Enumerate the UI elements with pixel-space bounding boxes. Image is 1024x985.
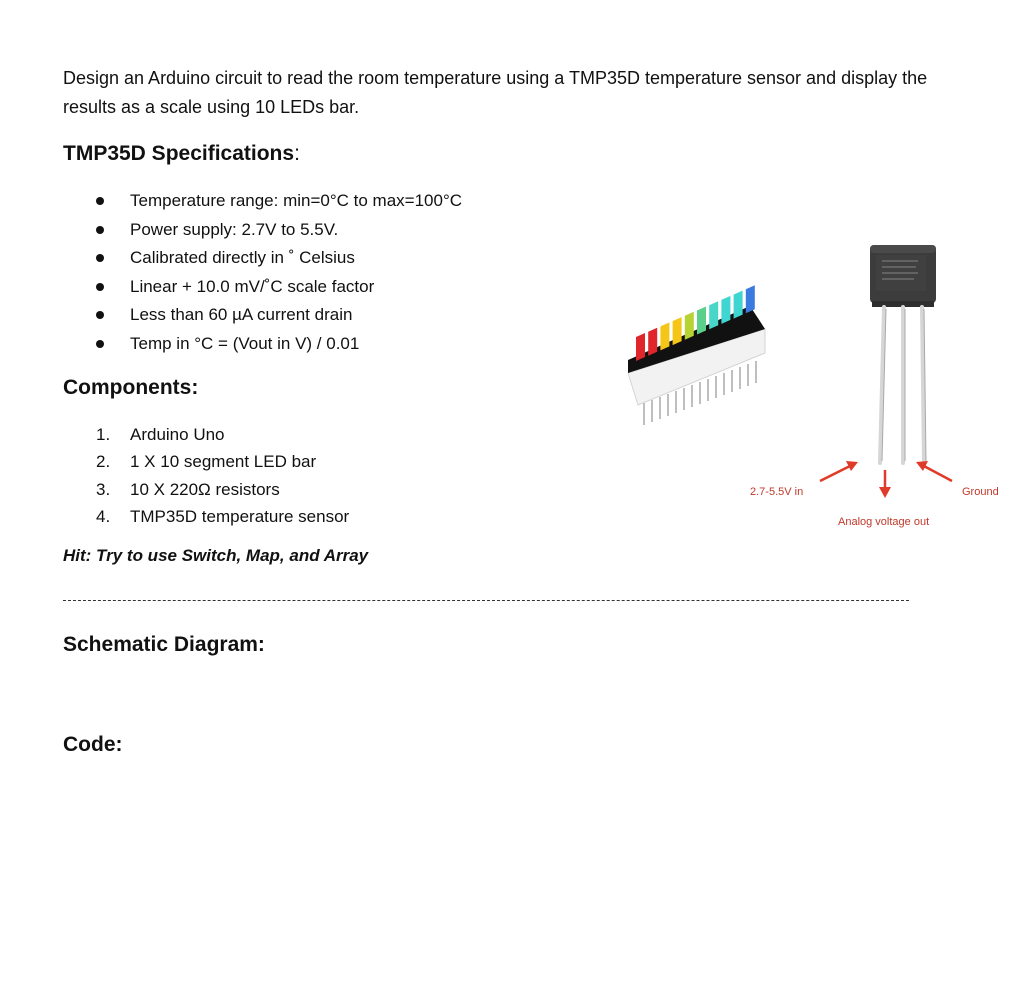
item-number: 2. — [96, 452, 111, 472]
bullet-icon — [96, 340, 104, 348]
list-item — [96, 275, 462, 304]
led-segment — [648, 328, 657, 356]
led-segment — [660, 322, 669, 350]
list-item — [96, 423, 349, 450]
components-list — [96, 423, 349, 532]
component-text: Arduino Uno — [130, 425, 225, 444]
led-segment — [673, 317, 682, 345]
specs-heading-text: TMP35D Specifications — [63, 142, 295, 165]
component-text: 1 X 10 segment LED bar — [130, 452, 317, 472]
bullet-icon — [96, 283, 104, 291]
code-heading: Code: — [63, 733, 123, 756]
led-segment — [697, 307, 706, 335]
list-item — [96, 303, 462, 332]
schematic-heading: Schematic Diagram: — [63, 633, 265, 656]
led-bar-graph-icon — [628, 285, 765, 425]
item-number: 1. — [96, 425, 111, 444]
led-segment — [636, 333, 645, 361]
item-number: 4. — [96, 506, 111, 526]
led-segment — [721, 296, 730, 324]
components-heading: Components: — [63, 376, 199, 399]
list-item — [96, 478, 349, 505]
list-item — [96, 450, 349, 477]
led-segment — [685, 312, 694, 340]
list-item — [96, 189, 462, 218]
components-figure — [600, 225, 1020, 545]
led-segment — [746, 285, 755, 313]
vin-label: 2.7-5.5V in — [750, 486, 804, 498]
bullet-icon — [96, 311, 104, 319]
specs-list — [96, 189, 462, 361]
spec-text: Power supply: 2.7V to 5.5V. — [130, 219, 339, 239]
bullet-icon — [96, 197, 104, 205]
specs-heading — [63, 142, 300, 166]
item-number: 3. — [96, 479, 111, 499]
tmp35-sensor-icon — [870, 245, 936, 463]
list-item — [96, 332, 462, 361]
specs-heading-colon: : — [294, 142, 300, 165]
vin-arrow-icon — [820, 461, 858, 481]
hint-text: Hit: Try to use Switch, Map, and Array — [63, 546, 369, 565]
intro-paragraph: Design an Arduino circuit to read the room temperature using a TMP35D temperature sensor and display the results as a scale using 10 LEDs bar. — [63, 68, 928, 117]
divider — [63, 600, 909, 601]
led-segment — [734, 291, 743, 319]
bullet-icon — [96, 254, 104, 262]
led-segment — [709, 301, 718, 329]
list-item — [96, 505, 349, 532]
list-item — [96, 218, 462, 247]
list-item — [96, 246, 462, 275]
bullet-icon — [96, 226, 104, 234]
spec-text: Calibrated directly in ˚ Celsius — [130, 248, 355, 268]
spec-text: Temp in °C = (Vout in V) / 0.01 — [130, 333, 360, 353]
ground-arrow-icon — [916, 461, 952, 481]
spec-text: Temperature range: min=0°C to max=100°C — [130, 191, 463, 210]
spec-text: Less than 60 µA current drain — [130, 305, 353, 325]
component-text: 10 X 220Ω resistors — [130, 479, 280, 499]
ground-label: Ground — [962, 486, 999, 498]
component-text: TMP35D temperature sensor — [130, 506, 350, 526]
pin-arrows — [820, 461, 952, 498]
spec-text: Linear + 10.0 mV/˚C scale factor — [130, 276, 375, 296]
analog-out-label: Analog voltage out — [838, 516, 930, 528]
analog-arrow-icon — [879, 470, 891, 498]
